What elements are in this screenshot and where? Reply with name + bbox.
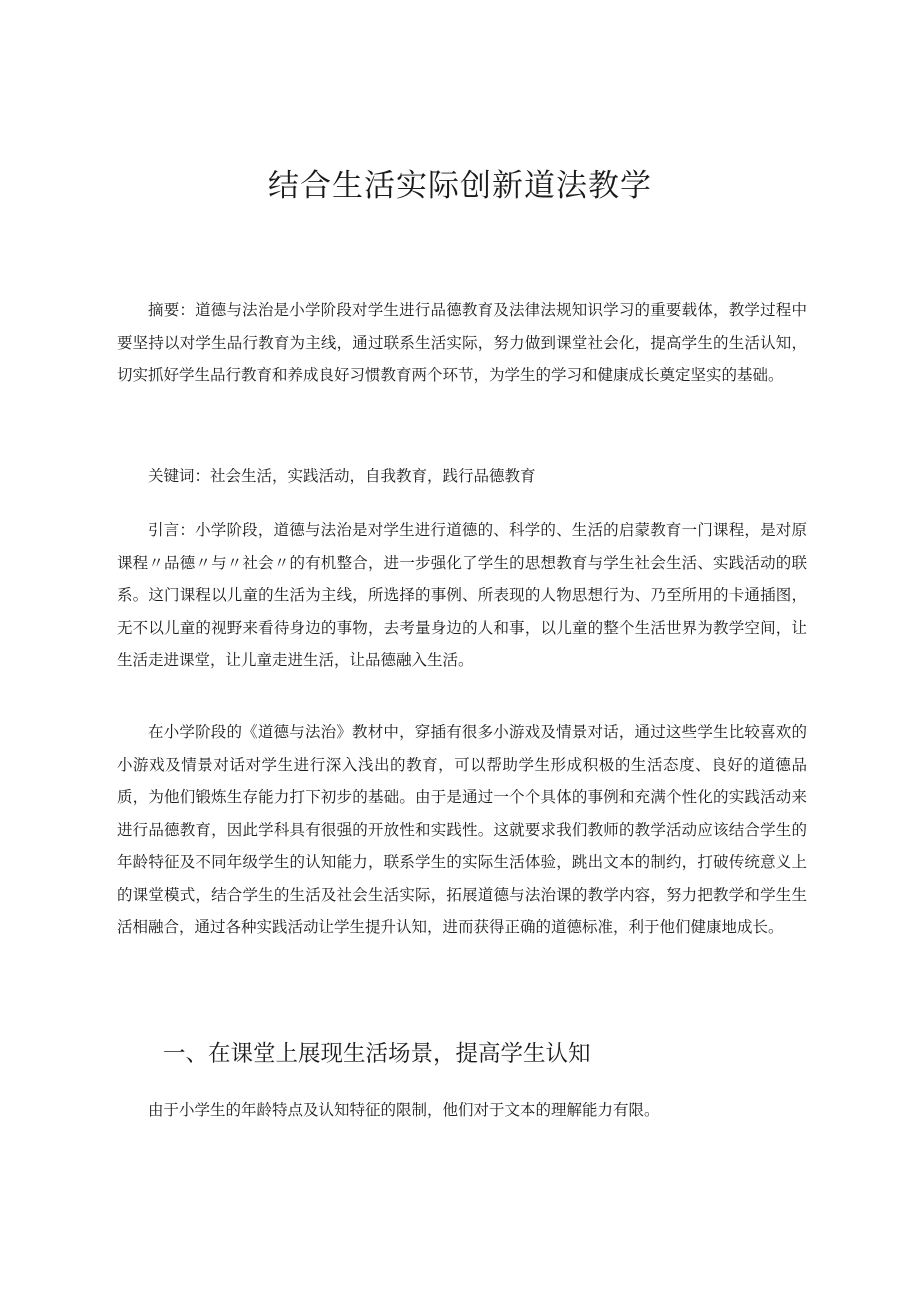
keywords-paragraph: 关键词：社会生活，实践活动，自我教育，践行品德教育 [148, 467, 536, 485]
section-paragraph: 由于小学生的年龄特点及认知特征的限制，他们对于文本的理解能力有限。 [148, 1101, 660, 1119]
body-paragraph: 在小学阶段的《道德与法治》教材中，穿插有很多小游戏及情景对话，通过这些学生比较喜欢的小游戏及情景对话对学生进行深入浅出的教育，可以帮助学生形成积极的生活态度、良好的道德品质，为他们锻炼生存能力打下初步的基础。由于是通过一个个具体的事例和充满个性化的实践活动来进行品德教育，因此学科具有很强的开放性和实践性。这就要求我们教师的教学活动应该结合学生的年龄特征及不同年级学生的认知能力，联系学生的实际生活体验，跳出文本的制约，打破传统意义上的课堂模式，结合学生的生活及社会生活实际，拓展道德与法治课的教学内容，努力把教学和学生生活相融合，通过各种实践活动让学生提升认知，进而获得正确的道德标准，利于他们健康地成长。 [117, 723, 807, 936]
abstract-paragraph: 摘要：道德与法治是小学阶段对学生进行品德教育及法律法规知识学习的重要载体，教学过程中要坚持以对学生品行教育为主线，通过联系生活实际，努力做到课堂社会化，提高学生的生活认知，切实抓好学生品行教育和养成良好习惯教育两个环节，为学生的学习和健康成长奠定坚实的基础。 [117, 301, 807, 384]
intro-paragraph: 引言：小学阶段，道德与法治是对学生进行道德的、科学的、生活的启蒙教育一门课程，是对原课程〃品德〃与〃社会〃的有机整合，进一步强化了学生的思想教育与学生社会生活、实践活动的联系。这门课程以儿童的生活为主线，所选择的事例、所表现的人物思想行为、乃至所用的卡通插图，无不以儿童的视野来看待身边的事物，去考量身边的人和事，以儿童的整个生活世界为教学空间，让生活走进课堂，让儿童走进生活，让品德融入生活。 [117, 521, 807, 669]
section-heading: 一、在课堂上展现生活场景，提高学生认知 [163, 1041, 591, 1067]
document-title: 结合生活实际创新道法教学 [268, 168, 652, 204]
